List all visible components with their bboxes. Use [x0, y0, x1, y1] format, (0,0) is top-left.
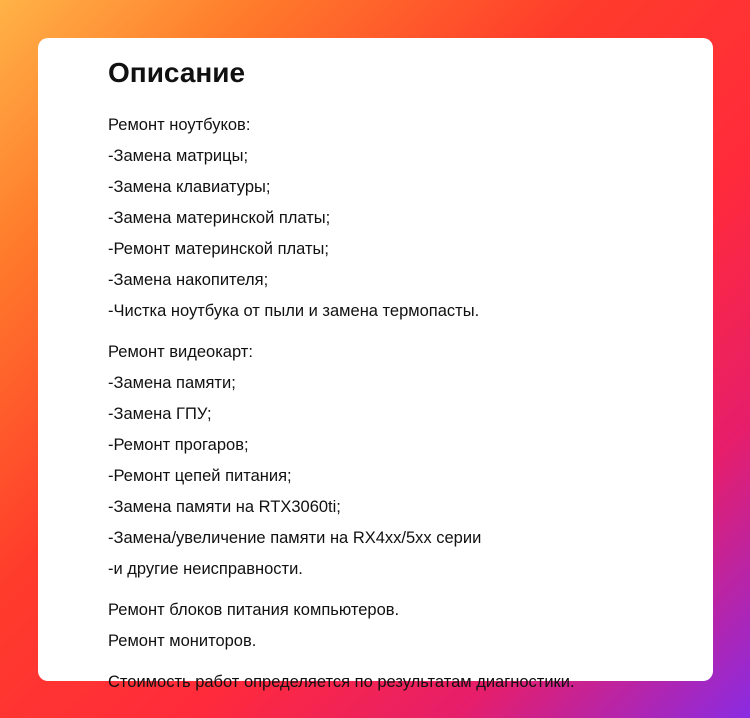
- list-item: -Замена памяти;: [108, 374, 236, 392]
- list-item: -Ремонт материнской платы;: [108, 240, 329, 258]
- list-item: Ремонт блоков питания компьютеров.: [108, 601, 400, 619]
- list-item: -Замена/увеличение памяти на RX4xx/5xx серии: [108, 529, 482, 547]
- list-item: -Ремонт цепей питания;: [108, 467, 292, 485]
- list-item: -Чистка ноутбука от пыли и замена термопасты.: [108, 302, 480, 320]
- list-item: -Замена ГПУ;: [108, 405, 212, 423]
- page-title: Описание: [108, 57, 246, 88]
- pricing-note: Стоимость работ определяется по результатам диагностики.: [108, 673, 575, 691]
- list-item: -и другие неисправности.: [108, 560, 303, 578]
- section-other-repair: [108, 595, 683, 657]
- list-item: -Замена клавиатуры;: [108, 178, 271, 196]
- description-card: [38, 38, 713, 691]
- list-item: Ремонт мониторов.: [108, 632, 257, 650]
- list-item: -Замена матрицы;: [108, 147, 249, 165]
- section-laptop-repair: [108, 110, 683, 327]
- list-item: -Ремонт прогаров;: [108, 436, 249, 454]
- section-pricing-note: [108, 667, 683, 698]
- list-item: -Замена накопителя;: [108, 271, 269, 289]
- section-heading: Ремонт ноутбуков:: [108, 116, 251, 134]
- section-gpu-repair: [108, 337, 683, 585]
- list-item: -Замена материнской платы;: [108, 209, 331, 227]
- list-item: -Замена памяти на RTX3060ti;: [108, 498, 341, 516]
- section-heading: Ремонт видеокарт:: [108, 343, 253, 361]
